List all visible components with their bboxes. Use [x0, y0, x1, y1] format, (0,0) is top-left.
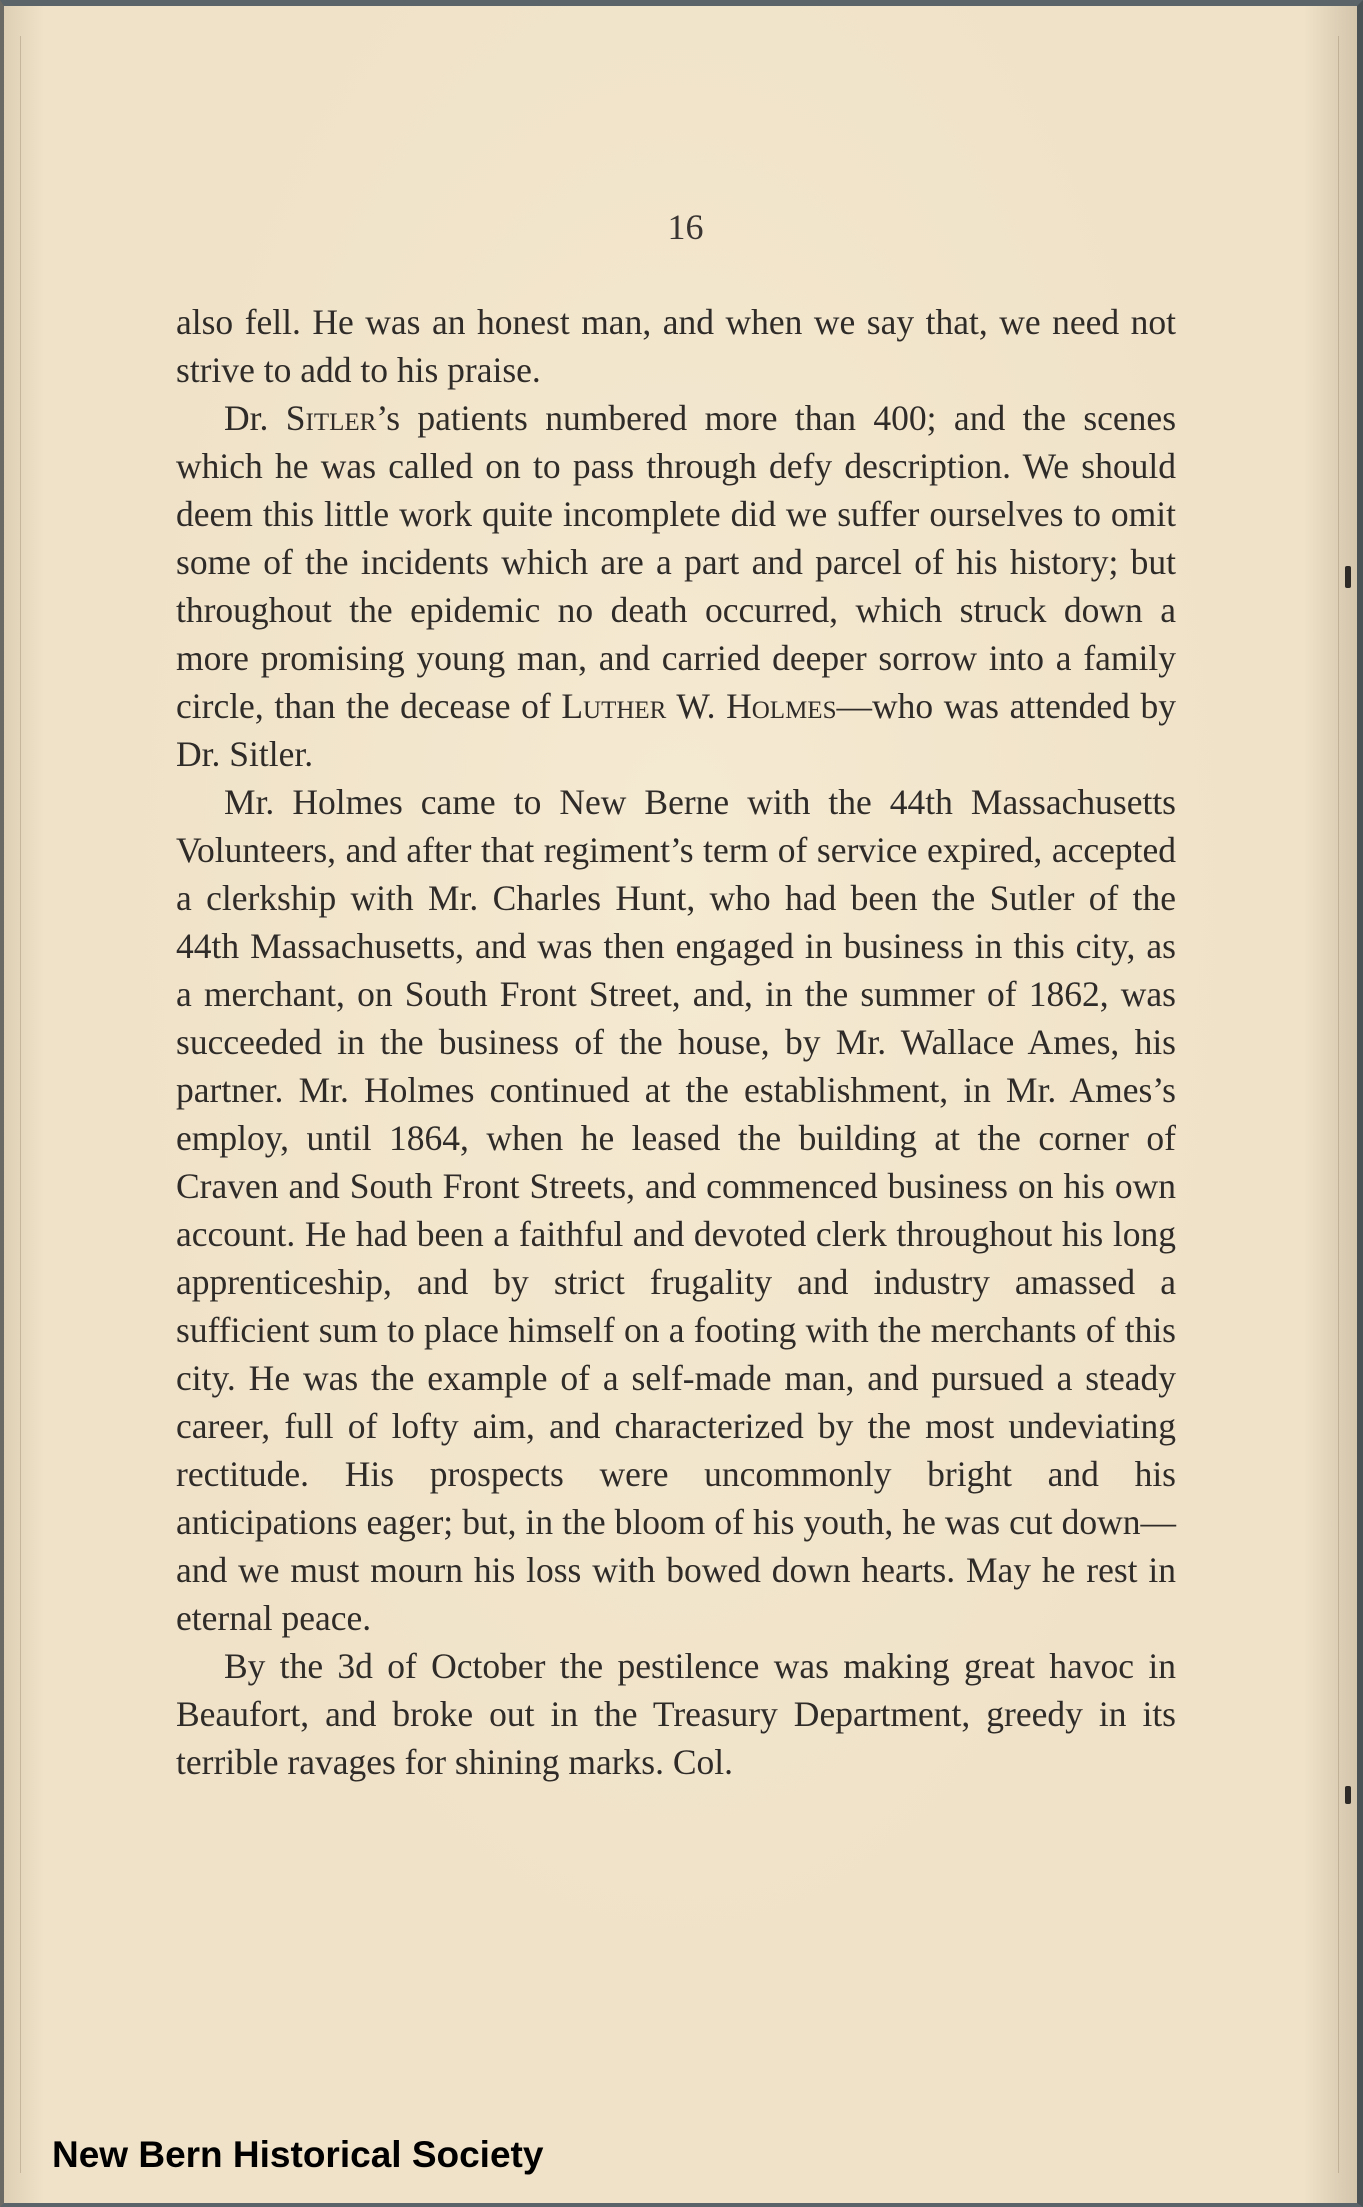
paragraph: [176, 1642, 1176, 1786]
binding-mark: [1345, 566, 1351, 588]
text-run: ’s patients numbered more than 400; and the scenes which he was called on to pass through defy description. We should deem this little work quite incomplete did we suffer ourselves to omit some of the incidents which are a part and parcel of his history; but throughout the epidemic no death occurred, which struck down a more promising young man, and carried deeper sorrow into a family circle, than the decease of: [176, 398, 1177, 726]
page-number: 16: [667, 207, 704, 247]
body-text: [176, 298, 1176, 1786]
paragraph: [176, 298, 1176, 394]
small-caps-name: Luther W. Holmes: [561, 686, 837, 726]
page-edge-line: [20, 36, 21, 2173]
text-run: Mr. Holmes came to New Berne with the 44th Massachusetts Volunteers, and after that regiment’s term of service expired, accepted a clerkship with Mr. Charles Hunt, who had been the Sutler of the 44th Massachusetts, and was then engaged in business in this city, as a merchant, on South Front Street, and, in the summer of 1862, was succeeded in the business of the house, by Mr. Wallace Ames, his partner. Mr. Holmes continued at the establishment, in Mr. Ames’s employ, until 1864, when he leased the building at the corner of Craven and South Front Streets, and commenced business on his own account. He had been a faithful and devoted clerk throughout his long apprenticeship, and by strict frugality and industry amassed a sufficient sum to place himself on a footing with the merchants of this city. He was the example of a self-made man, and pursued a steady career, full of lofty aim, and characterized by the most undeviating rectitude. His prospects were uncommonly bright and his anticipations eager; but, in the bloom of his youth, he was cut down—and we must mourn his loss with bowed down hearts. May he rest in eternal peace.: [176, 782, 1176, 1638]
small-caps-name: Sitler: [285, 398, 377, 438]
text-run: also fell. He was an honest man, and when we say that, we need not strive to add to his praise.: [176, 302, 1176, 390]
paragraph: [176, 394, 1176, 778]
paragraph: [176, 778, 1176, 1642]
watermark-text: New Bern Historical Society: [52, 2134, 544, 2175]
text-run: By the 3d of October the pestilence was making great havoc in Beaufort, and broke out in the Treasury Department, greedy in its terrible ravages for shining marks. Col.: [176, 1646, 1176, 1782]
text-run: Dr.: [224, 398, 286, 438]
page-edge-line: [1338, 36, 1339, 2173]
text-run: —who was attended by Dr. Sitler.: [176, 686, 1177, 774]
binding-mark: [1345, 1786, 1351, 1804]
